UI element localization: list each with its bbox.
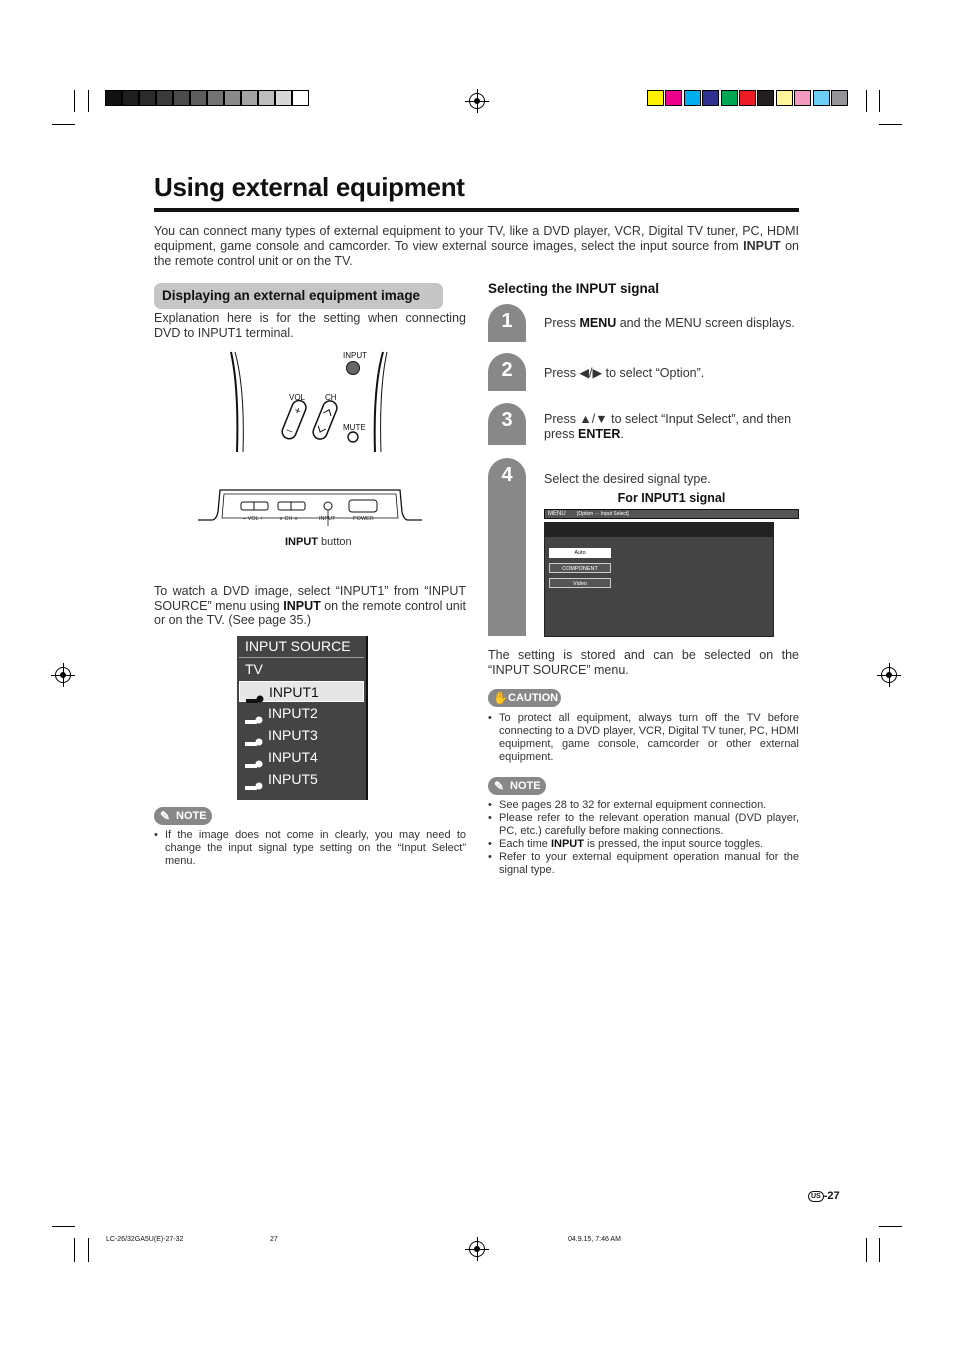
note-badge-right: ✎ NOTE — [488, 777, 546, 795]
menu-item-label: TV — [245, 661, 263, 677]
registration-mark-left — [55, 667, 71, 683]
gray-swatch — [207, 90, 224, 106]
plug-icon — [245, 776, 261, 784]
label-mute: MUTE — [343, 423, 366, 432]
menu-item-input3[interactable] — [239, 725, 364, 746]
color-swatch — [794, 90, 811, 106]
step-1-badge: 1 — [488, 304, 526, 342]
input-source-menu — [237, 636, 368, 800]
signal-option[interactable]: Auto — [549, 548, 611, 558]
gray-swatch — [241, 90, 258, 106]
screen-menu-bar: MENU [Option ··· Input Select] — [544, 509, 799, 519]
hand-icon: ✋ — [493, 691, 508, 705]
menu-item-label: INPUT5 — [268, 771, 318, 787]
step-1-text: Press MENU and the MENU screen displays. — [544, 316, 795, 330]
gray-swatch — [258, 90, 275, 106]
menu-item-input1[interactable] — [239, 681, 364, 702]
intro-paragraph: You can connect many types of external equipment to your TV, like a DVD player, VCR, Digital TV tuner, PC, HDMI equipment, game console and camcorder. To view external source images, select the input source from INPUT on the remote control unit or on the TV. — [154, 224, 799, 268]
caution-badge: ✋ CAUTION — [488, 689, 561, 707]
menu-item-label: INPUT4 — [268, 749, 318, 765]
step-2-badge: 2 — [488, 353, 526, 391]
page-number: US -27 — [808, 1190, 840, 1202]
step-4-badge: 4 — [488, 458, 526, 636]
footer-stamp: 04.9.15, 7:46 AM — [568, 1236, 621, 1243]
mute-knob — [348, 432, 358, 442]
color-swatch — [776, 90, 793, 106]
gray-swatch — [292, 90, 309, 106]
note-item: • Please refer to the relevant operation manual (DVD player, PC, etc.) carefully before making connections. — [488, 812, 799, 838]
explanation-text: Explanation here is for the setting when connecting DVD to INPUT1 terminal. — [154, 311, 466, 340]
label-vol: VOL — [289, 393, 306, 402]
left-note-list — [154, 829, 466, 868]
panel-label-input: INPUT — [319, 516, 336, 522]
input-select-screen — [544, 509, 799, 637]
screen-body — [544, 522, 774, 637]
gray-swatch — [105, 90, 122, 106]
footer-sheet: 27 — [270, 1236, 278, 1243]
section-heading-displaying: Displaying an external equipment image — [154, 283, 443, 309]
gray-swatch — [224, 90, 241, 106]
gray-swatch — [275, 90, 292, 106]
signal-option[interactable]: COMPONENT — [549, 563, 611, 573]
label-ch: CH — [325, 393, 337, 402]
panel-label-vol: – VOL + — [243, 516, 264, 522]
panel-label-power: POWER — [353, 516, 374, 522]
page-title: Using external equipment — [154, 172, 465, 202]
gray-swatch — [139, 90, 156, 106]
color-swatch — [647, 90, 664, 106]
registration-mark-bottom — [469, 1241, 485, 1257]
note-badge-left: ✎ NOTE — [154, 807, 212, 825]
note-item: • Refer to your external equipment operation manual for the signal type. — [488, 851, 799, 877]
gray-swatch — [173, 90, 190, 106]
step-4-text: Select the desired signal type. — [544, 472, 711, 486]
stored-text: The setting is stored and can be selected on the “INPUT SOURCE” menu. — [488, 648, 799, 677]
input-source-title: INPUT SOURCE — [239, 636, 364, 658]
registration-mark-top — [469, 93, 485, 109]
note-item: • To protect all equipment, always turn off the TV before connecting to a DVD player, VCR, Digital TV tuner, PC, HDMI equipment, game console, camcorder or other external equipment. — [488, 712, 799, 764]
step-3-text: Press ▲/▼ to select “Input Select”, and then press ENTER. — [544, 412, 792, 441]
pencil-icon: ✎ — [494, 779, 505, 793]
menu-item-tv[interactable] — [239, 659, 364, 680]
registration-mark-right — [881, 667, 897, 683]
signal-option[interactable]: Video — [549, 578, 611, 588]
menu-item-input5[interactable] — [239, 769, 364, 790]
input-knob — [347, 362, 360, 375]
caution-list — [488, 712, 799, 764]
note-item: • If the image does not come in clearly, you may need to change the input signal type setting on the “Input Select” menu. — [154, 829, 466, 868]
plug-icon — [245, 732, 261, 740]
color-swatch — [702, 90, 719, 106]
note-item: • Each time INPUT is pressed, the input source toggles. — [488, 838, 799, 851]
color-swatch — [721, 90, 738, 106]
plug-icon — [245, 710, 261, 718]
color-swatch — [684, 90, 701, 106]
pencil-icon: ✎ — [160, 809, 171, 823]
section-heading-selecting: Selecting the INPUT signal — [488, 281, 660, 296]
plug-icon — [245, 754, 261, 762]
panel-label-ch: ∨ CH ∧ — [279, 516, 299, 522]
step-2-text: Press ◀/▶ to select “Option”. — [544, 366, 705, 380]
tv-front-panel-diagram — [198, 486, 422, 526]
title-rule — [154, 208, 799, 212]
color-swatch — [757, 90, 774, 106]
menu-item-label: INPUT3 — [268, 727, 318, 743]
input-button-caption: INPUT button — [285, 536, 352, 548]
color-swatch — [813, 90, 830, 106]
footer-doc-id: LC-26/32GA5U(E)-27-32 — [106, 1236, 184, 1243]
menu-item-input4[interactable] — [239, 747, 364, 768]
right-note-list — [488, 799, 799, 877]
color-swatch — [831, 90, 848, 106]
step-3-badge: 3 — [488, 403, 526, 445]
menu-item-label: INPUT2 — [268, 705, 318, 721]
watch-dvd-text: To watch a DVD image, select “INPUT1” from “INPUT SOURCE” menu using INPUT on the remote control unit or on the TV. (See page 35.) — [154, 584, 466, 627]
color-swatch — [739, 90, 756, 106]
gray-swatch — [156, 90, 173, 106]
signal-heading: For INPUT1 signal — [617, 491, 726, 505]
plug-icon — [246, 689, 262, 697]
color-swatch — [665, 90, 682, 106]
svg-text:+: + — [292, 404, 303, 419]
gray-swatch — [122, 90, 139, 106]
svg-text:–: – — [284, 424, 295, 438]
ch-rocker — [311, 399, 339, 441]
note-item: • See pages 28 to 32 for external equipment connection. — [488, 799, 799, 812]
gray-swatch — [190, 90, 207, 106]
menu-item-input2[interactable] — [239, 703, 364, 724]
tv-side-controls-diagram — [225, 348, 395, 456]
label-input: INPUT — [343, 351, 367, 360]
menu-item-label: INPUT1 — [269, 684, 319, 700]
region-badge: US — [808, 1191, 824, 1202]
